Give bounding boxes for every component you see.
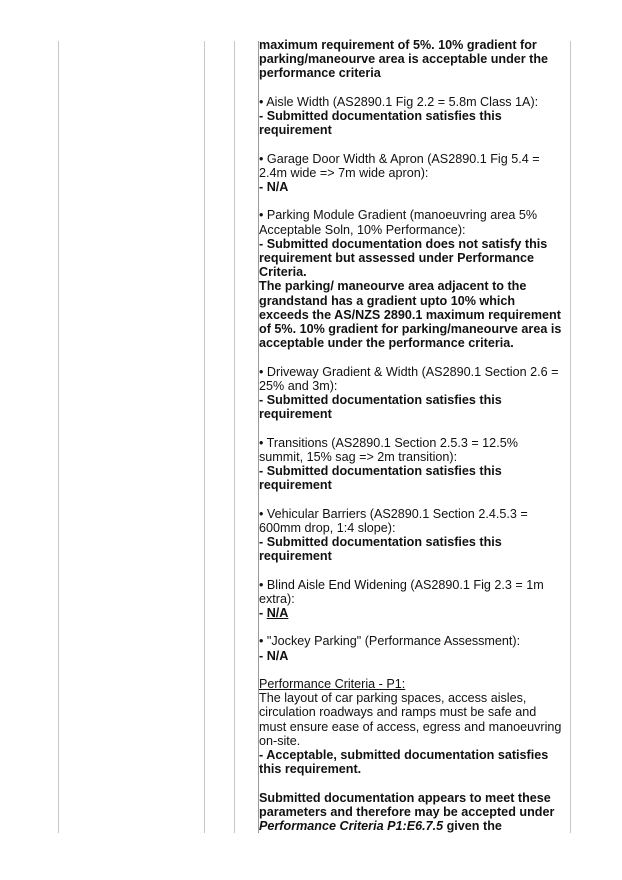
- criterion: • Parking Module Gradient (manoeuvring area 5% Acceptable Soln, 10% Performance):: [259, 208, 538, 237]
- result: - N/A: [259, 648, 289, 663]
- item-garage-door: [259, 152, 565, 195]
- note: The parking/ maneourve area adjacent to the grandstand has a gradient upto 10% which exceeds the AS/NZS 2890.1 maximum requirement of 5%. 10% gradient for parking/maneourve area is acceptable under the performance criteria.: [259, 279, 562, 351]
- conclusion: [259, 791, 565, 834]
- table-column-line-2: [204, 41, 205, 833]
- table-column-line-3: [234, 41, 235, 833]
- item-vehicular-barriers: [259, 507, 565, 564]
- result: - N/A: [259, 180, 289, 194]
- table-column-line-1: [58, 41, 59, 833]
- result: - Submitted documentation does not satisfy this requirement but assessed under Performance Criteria.: [259, 236, 548, 280]
- performance-criteria-result: - Acceptable, submitted documentation satisfies this requirement.: [259, 748, 549, 777]
- criterion: • Vehicular Barriers (AS2890.1 Section 2.4.5.3 = 600mm drop, 1:4 slope):: [259, 506, 528, 535]
- item-aisle-width: [259, 95, 565, 138]
- item-driveway-gradient: [259, 365, 565, 422]
- result: - Submitted documentation satisfies this requirement: [259, 535, 502, 564]
- table-column-line-5: [570, 41, 571, 833]
- result-prefix: -: [259, 606, 267, 621]
- conclusion-part2: given the: [443, 819, 502, 834]
- criterion: • Driveway Gradient & Width (AS2890.1 Section 2.6 = 25% and 3m):: [259, 364, 559, 393]
- result: - Submitted documentation satisfies this requirement: [259, 464, 502, 493]
- item-transitions: [259, 436, 565, 493]
- conclusion-part1: Submitted documentation appears to meet these parameters and therefore may be accepted under: [259, 790, 555, 819]
- item-parking-module-gradient: [259, 208, 565, 350]
- criterion: • Aisle Width (AS2890.1 Fig 2.2 = 5.8m Class 1A):: [259, 94, 539, 109]
- conclusion-italic: Performance Criteria P1:E6.7.5: [259, 819, 444, 834]
- performance-criteria-heading: Performance Criteria - P1:: [259, 677, 406, 691]
- result-underlined: N/A: [266, 606, 289, 621]
- criterion: • Transitions (AS2890.1 Section 2.5.3 = 12.5% summit, 15% sag => 2m transition):: [259, 435, 518, 464]
- criterion: • "Jockey Parking" (Performance Assessment):: [259, 634, 521, 649]
- item-jockey-parking: [259, 634, 565, 662]
- criterion: • Garage Door Width & Apron (AS2890.1 Fig 5.4 = 2.4m wide => 7m wide apron):: [259, 151, 540, 180]
- performance-criteria: [259, 677, 565, 776]
- result: - Submitted documentation satisfies this requirement: [259, 109, 502, 138]
- performance-criteria-body: The layout of car parking spaces, access aisles, circulation roadways and ramps must be safe and must ensure ease of access, egress and manoeuvring on-site.: [259, 691, 562, 748]
- assessment-cell: [259, 38, 565, 847]
- result: - Submitted documentation satisfies this requirement: [259, 393, 502, 422]
- continuation-text: maximum requirement of 5%. 10% gradient for parking/maneourve area is acceptable under the performance criteria: [259, 38, 549, 81]
- criterion: • Blind Aisle End Widening (AS2890.1 Fig 2.3 = 1m extra):: [259, 577, 544, 606]
- item-blind-aisle: [259, 578, 565, 621]
